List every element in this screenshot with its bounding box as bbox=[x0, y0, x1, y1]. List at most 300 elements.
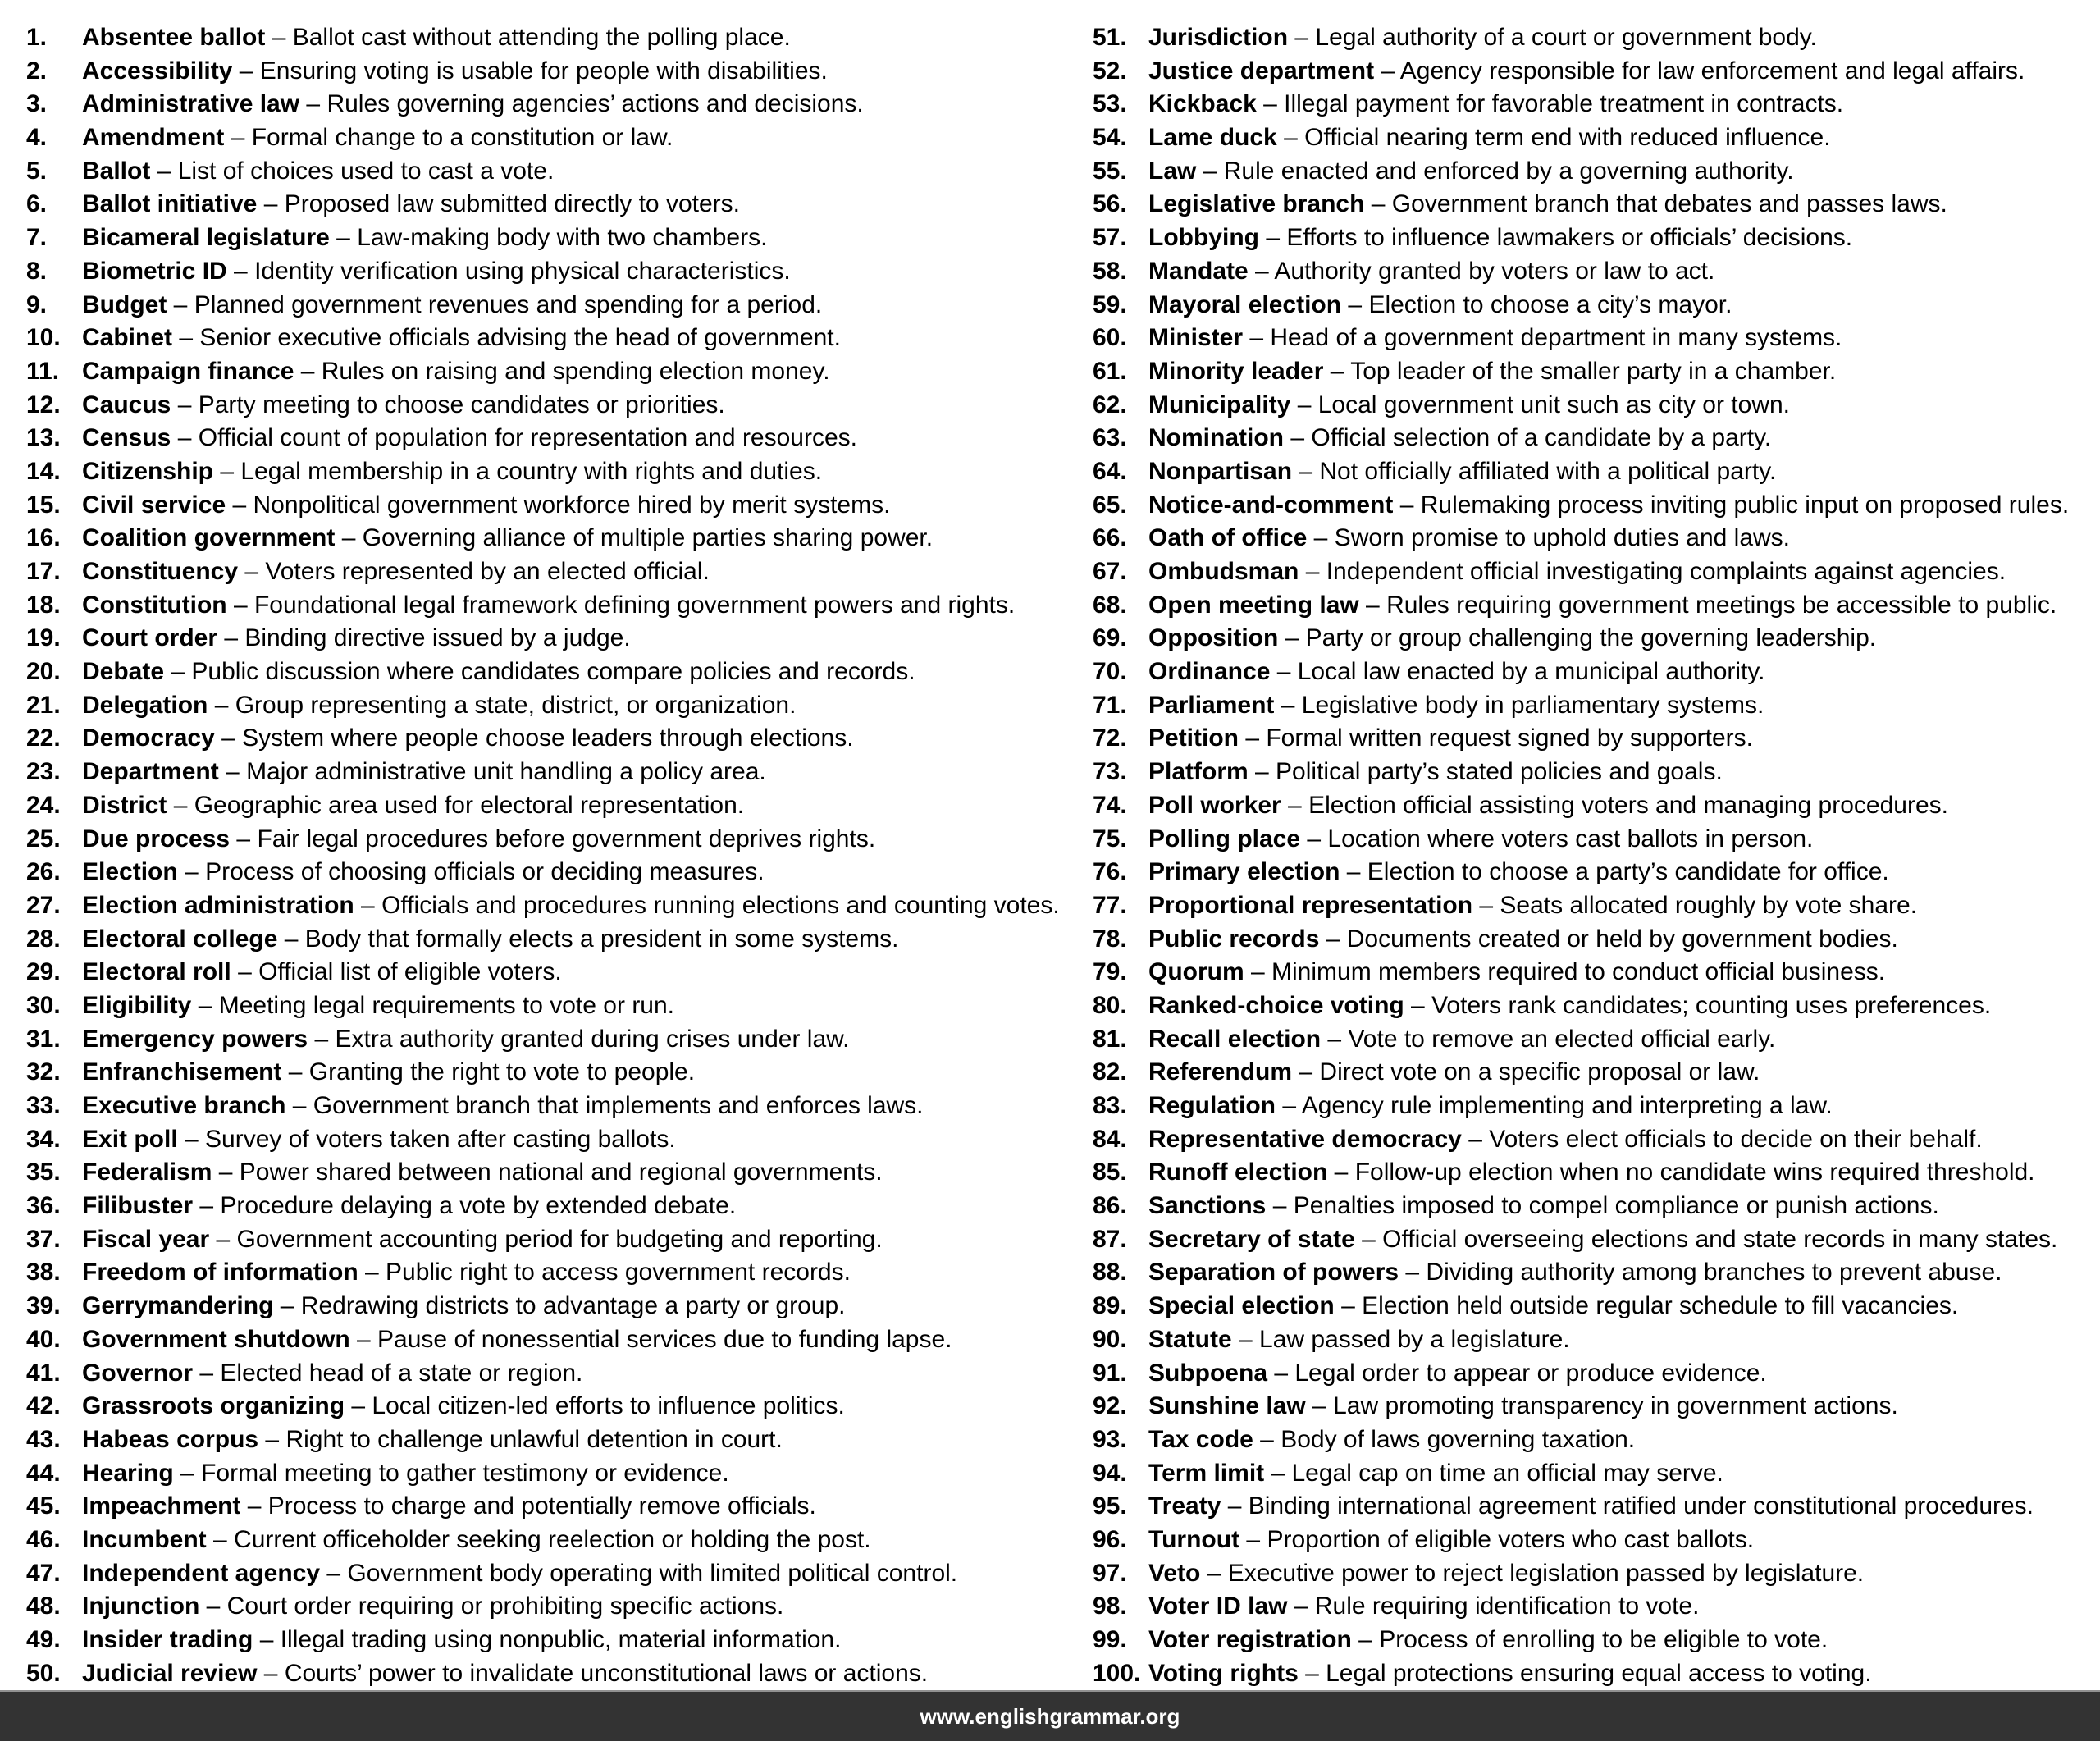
item-definition: System where people choose leaders through elections. bbox=[242, 724, 854, 752]
item-term: Gerrymandering bbox=[82, 1292, 274, 1320]
list-item bbox=[26, 455, 1093, 489]
item-term: Ranked-choice voting bbox=[1148, 991, 1404, 1019]
item-number: 94. bbox=[1093, 1459, 1127, 1487]
item-definition: Illegal payment for favorable treatment in contracts. bbox=[1284, 90, 1844, 118]
item-number: 56. bbox=[1093, 190, 1127, 218]
item-number: 67. bbox=[1093, 558, 1127, 585]
item-definition: Official list of eligible voters. bbox=[258, 958, 562, 986]
item-term: Quorum bbox=[1148, 958, 1244, 986]
list-item bbox=[26, 322, 1093, 355]
item-definition: Top leader of the smaller party in a chamber. bbox=[1350, 357, 1837, 385]
item-term: Sanctions bbox=[1148, 1192, 1267, 1220]
item-number: 14. bbox=[26, 457, 61, 485]
item-term: Injunction bbox=[82, 1592, 200, 1620]
item-term: Law bbox=[1148, 157, 1197, 185]
list-item bbox=[26, 1123, 1093, 1157]
list-item bbox=[26, 121, 1093, 155]
list-item bbox=[1093, 1190, 2100, 1223]
item-definition: Formal meeting to gather testimony or evidence. bbox=[201, 1459, 729, 1487]
item-term: Treaty bbox=[1148, 1492, 1221, 1520]
item-term: Bicameral legislature bbox=[82, 224, 330, 252]
item-term: Campaign finance bbox=[82, 357, 294, 385]
item-number: 39. bbox=[26, 1292, 61, 1320]
item-number: 98. bbox=[1093, 1592, 1127, 1620]
list-item bbox=[26, 1223, 1093, 1257]
item-term: Coalition government bbox=[82, 524, 336, 552]
item-text: Turnout – Proportion of eligible voters who cast ballots. bbox=[1148, 1525, 1755, 1553]
list-item bbox=[1093, 1524, 2100, 1557]
item-term: Enfranchisement bbox=[82, 1058, 282, 1086]
item-text: Insider trading – Illegal trading using nonpublic, material information. bbox=[82, 1626, 842, 1653]
item-definition: Independent official investigating complaints against agencies. bbox=[1326, 558, 2006, 585]
item-text: Constitution – Foundational legal framework defining government powers and rights. bbox=[82, 591, 1016, 619]
item-definition: Proposed law submitted directly to voters. bbox=[284, 190, 740, 218]
list-item bbox=[26, 1557, 1093, 1591]
list-item bbox=[1093, 756, 2100, 789]
item-term: Representative democracy bbox=[1148, 1125, 1462, 1153]
item-number: 36. bbox=[26, 1192, 61, 1220]
item-text: Electoral college – Body that formally elects a president in some systems. bbox=[82, 925, 899, 953]
list-item bbox=[26, 1323, 1093, 1357]
list-item bbox=[1093, 823, 2100, 857]
item-text: Voter ID law – Rule requiring identification to vote. bbox=[1148, 1592, 1700, 1620]
item-definition: Process to charge and potentially remove officials. bbox=[267, 1492, 816, 1520]
list-item bbox=[26, 1490, 1093, 1524]
item-number: 82. bbox=[1093, 1058, 1127, 1086]
item-definition: Official count of population for representation and resources. bbox=[198, 424, 857, 452]
item-definition: Political party’s stated policies and goals. bbox=[1276, 758, 1723, 786]
item-number: 8. bbox=[26, 257, 48, 285]
item-term: Legislative branch bbox=[1148, 190, 1365, 218]
item-text: Mandate – Authority granted by voters or law to act. bbox=[1148, 257, 1715, 285]
item-definition: Officials and procedures running elections and counting votes. bbox=[381, 891, 1060, 919]
item-term: Caucus bbox=[82, 391, 171, 418]
item-text: Administrative law – Rules governing agencies’ actions and decisions. bbox=[82, 90, 864, 118]
item-text: Exit poll – Survey of voters taken after casting ballots. bbox=[82, 1125, 676, 1153]
item-definition: Rules governing agencies’ actions and decisions. bbox=[326, 90, 864, 118]
item-number: 92. bbox=[1093, 1392, 1127, 1420]
list-item bbox=[26, 1457, 1093, 1491]
item-text: Runoff election – Follow-up election when no candidate wins required threshold. bbox=[1148, 1158, 2035, 1186]
list-item bbox=[1093, 1290, 2100, 1323]
list-item bbox=[1093, 322, 2100, 355]
item-number: 73. bbox=[1093, 758, 1127, 786]
item-number: 26. bbox=[26, 858, 61, 886]
item-definition: Law passed by a legislature. bbox=[1259, 1325, 1570, 1353]
item-definition: Direct vote on a specific proposal or law. bbox=[1319, 1058, 1760, 1086]
item-text: Habeas corpus – Right to challenge unlawful detention in court. bbox=[82, 1425, 783, 1453]
list-item bbox=[26, 1590, 1093, 1624]
item-definition: Legal order to appear or produce evidence. bbox=[1294, 1359, 1767, 1387]
list-item bbox=[26, 656, 1093, 689]
item-text: Term limit – Legal cap on time an official may serve. bbox=[1148, 1459, 1723, 1487]
item-number: 87. bbox=[1093, 1225, 1127, 1253]
list-item bbox=[1093, 689, 2100, 723]
item-text: Ombudsman – Independent official investigating complaints against agencies. bbox=[1148, 558, 2006, 585]
item-number: 90. bbox=[1093, 1325, 1127, 1353]
list-item bbox=[26, 1657, 1093, 1691]
item-definition: Process of choosing officials or deciding measures. bbox=[205, 858, 765, 886]
item-term: Absentee ballot bbox=[82, 24, 266, 51]
list-item bbox=[26, 1624, 1093, 1657]
item-text: Filibuster – Procedure delaying a vote by extended debate. bbox=[82, 1192, 737, 1220]
item-number: 40. bbox=[26, 1325, 61, 1353]
item-term: Proportional representation bbox=[1148, 891, 1473, 919]
item-text: Hearing – Formal meeting to gather testimony or evidence. bbox=[82, 1459, 729, 1487]
item-term: Jurisdiction bbox=[1148, 24, 1289, 51]
item-number: 15. bbox=[26, 491, 61, 519]
item-text: Recall election – Vote to remove an elected official early. bbox=[1148, 1025, 1776, 1053]
item-number: 75. bbox=[1093, 825, 1127, 852]
item-definition: Courts’ power to invalidate unconstitutional laws or actions. bbox=[284, 1659, 929, 1687]
footer-bar bbox=[0, 1690, 2100, 1741]
list-item bbox=[26, 555, 1093, 589]
item-definition: Public discussion where candidates compare policies and records. bbox=[191, 658, 915, 686]
item-definition: Party meeting to choose candidates or priorities. bbox=[198, 391, 725, 418]
item-text: Fiscal year – Government accounting period for budgeting and reporting. bbox=[82, 1225, 883, 1253]
item-number: 95. bbox=[1093, 1492, 1127, 1520]
list-item bbox=[1093, 255, 2100, 289]
item-number: 19. bbox=[26, 624, 61, 652]
item-definition: Rules on raising and spending election money. bbox=[321, 357, 830, 385]
item-term: Delegation bbox=[82, 691, 208, 719]
item-term: Ordinance bbox=[1148, 658, 1271, 686]
item-text: Campaign finance – Rules on raising and spending election money. bbox=[82, 357, 830, 385]
list-item bbox=[26, 889, 1093, 923]
item-text: Kickback – Illegal payment for favorable treatment in contracts. bbox=[1148, 90, 1844, 118]
item-text: Tax code – Body of laws governing taxation. bbox=[1148, 1425, 1636, 1453]
list-item bbox=[1093, 389, 2100, 423]
item-term: Budget bbox=[82, 290, 167, 318]
item-number: 84. bbox=[1093, 1125, 1127, 1153]
item-number: 64. bbox=[1093, 457, 1127, 485]
item-number: 78. bbox=[1093, 925, 1127, 953]
item-text: Primary election – Election to choose a party’s candidate for office. bbox=[1148, 858, 1889, 886]
item-number: 89. bbox=[1093, 1292, 1127, 1320]
item-text: Law – Rule enacted and enforced by a governing authority. bbox=[1148, 157, 1794, 185]
item-term: Administrative law bbox=[82, 90, 300, 118]
item-text: Coalition government – Governing alliance of multiple parties sharing power. bbox=[82, 524, 934, 552]
item-number: 62. bbox=[1093, 391, 1127, 418]
item-term: Separation of powers bbox=[1148, 1259, 1399, 1286]
item-definition: Legal membership in a country with rights and duties. bbox=[240, 457, 823, 485]
item-definition: Group representing a state, district, or organization. bbox=[235, 691, 797, 719]
item-definition: Dividing authority among branches to prevent abuse. bbox=[1426, 1259, 2002, 1286]
item-definition: Sworn promise to uphold duties and laws. bbox=[1334, 524, 1791, 552]
item-term: Impeachment bbox=[82, 1492, 241, 1520]
item-number: 35. bbox=[26, 1158, 61, 1186]
item-number: 6. bbox=[26, 190, 48, 218]
item-number: 30. bbox=[26, 991, 61, 1019]
item-text: Cabinet – Senior executive officials advising the head of government. bbox=[82, 324, 841, 352]
item-term: Special election bbox=[1148, 1292, 1335, 1320]
item-text: Lobbying – Efforts to influence lawmakers or officials’ decisions. bbox=[1148, 224, 1853, 252]
item-definition: Voters rank candidates; counting uses preferences. bbox=[1431, 991, 1992, 1019]
item-number: 54. bbox=[1093, 124, 1127, 152]
item-text: Proportional representation – Seats allocated roughly by vote share. bbox=[1148, 891, 1918, 919]
item-term: Federalism bbox=[82, 1158, 212, 1186]
item-definition: Election to choose a party’s candidate for office. bbox=[1367, 858, 1889, 886]
item-definition: Location where voters cast ballots in person. bbox=[1327, 825, 1814, 852]
item-definition: Ballot cast without attending the polling place. bbox=[292, 24, 791, 51]
item-number: 76. bbox=[1093, 858, 1127, 886]
item-number: 45. bbox=[26, 1492, 61, 1520]
list-item bbox=[1093, 155, 2100, 189]
item-text: Statute – Law passed by a legislature. bbox=[1148, 1325, 1570, 1353]
item-definition: Ensuring voting is usable for people with disabilities. bbox=[259, 57, 828, 85]
item-text: Gerrymandering – Redrawing districts to advantage a party or group. bbox=[82, 1292, 846, 1320]
list-item bbox=[1093, 1590, 2100, 1624]
item-term: Referendum bbox=[1148, 1058, 1293, 1086]
item-text: Petition – Formal written request signed by supporters. bbox=[1148, 724, 1753, 752]
item-number: 12. bbox=[26, 391, 61, 418]
item-number: 27. bbox=[26, 891, 61, 919]
item-definition: Party or group challenging the governing leadership. bbox=[1305, 624, 1877, 652]
item-number: 43. bbox=[26, 1425, 61, 1453]
item-text: Platform – Political party’s stated policies and goals. bbox=[1148, 758, 1723, 786]
list-item bbox=[26, 289, 1093, 322]
item-number: 13. bbox=[26, 424, 61, 452]
list-item bbox=[1093, 522, 2100, 555]
item-text: Veto – Executive power to reject legislation passed by legislature. bbox=[1148, 1559, 1865, 1587]
list-item bbox=[26, 1256, 1093, 1290]
item-term: Voter ID law bbox=[1148, 1592, 1288, 1620]
item-definition: Government branch that implements and enforces laws. bbox=[313, 1092, 924, 1119]
item-definition: Body of laws governing taxation. bbox=[1281, 1425, 1636, 1453]
item-text: Opposition – Party or group challenging the governing leadership. bbox=[1148, 624, 1877, 652]
item-definition: Government accounting period for budgeting and reporting. bbox=[236, 1225, 883, 1253]
item-number: 63. bbox=[1093, 424, 1127, 452]
item-definition: Head of a government department in many systems. bbox=[1270, 324, 1842, 352]
item-number: 70. bbox=[1093, 658, 1127, 686]
item-definition: Meeting legal requirements to vote or run. bbox=[218, 991, 675, 1019]
list-item bbox=[26, 1357, 1093, 1391]
item-term: Term limit bbox=[1148, 1459, 1265, 1487]
list-item bbox=[1093, 489, 2100, 523]
item-term: Independent agency bbox=[82, 1559, 321, 1587]
item-term: Subpoena bbox=[1148, 1359, 1268, 1387]
item-definition: Documents created or held by government bodies. bbox=[1346, 925, 1898, 953]
item-text: Budget – Planned government revenues and spending for a period. bbox=[82, 290, 823, 318]
item-number: 42. bbox=[26, 1392, 61, 1420]
item-text: Ordinance – Local law enacted by a municipal authority. bbox=[1148, 658, 1765, 686]
list-item bbox=[1093, 1624, 2100, 1657]
item-text: Justice department – Agency responsible for law enforcement and legal affairs. bbox=[1148, 57, 2025, 85]
list-item bbox=[1093, 656, 2100, 689]
list-item bbox=[26, 989, 1093, 1023]
item-number: 37. bbox=[26, 1225, 61, 1253]
list-item bbox=[26, 756, 1093, 789]
item-definition: Election to choose a city’s mayor. bbox=[1368, 290, 1732, 318]
item-definition: Court order requiring or prohibiting specific actions. bbox=[226, 1592, 784, 1620]
item-number: 51. bbox=[1093, 24, 1127, 51]
list-item bbox=[26, 1023, 1093, 1057]
item-number: 50. bbox=[26, 1659, 61, 1687]
item-definition: Minimum members required to conduct official business. bbox=[1271, 958, 1886, 986]
item-text: Mayoral election – Election to choose a city’s mayor. bbox=[1148, 290, 1732, 318]
list-item bbox=[1093, 1357, 2100, 1391]
list-item bbox=[1093, 889, 2100, 923]
item-number: 66. bbox=[1093, 524, 1127, 552]
list-item bbox=[1093, 222, 2100, 255]
list-item bbox=[1093, 555, 2100, 589]
item-text: Caucus – Party meeting to choose candidates or priorities. bbox=[82, 391, 725, 418]
item-definition: Nonpolitical government workforce hired by merit systems. bbox=[253, 491, 891, 519]
list-item bbox=[1093, 55, 2100, 89]
list-item bbox=[26, 222, 1093, 255]
list-item bbox=[1093, 1223, 2100, 1257]
item-text: Sanctions – Penalties imposed to compel compliance or punish actions. bbox=[1148, 1192, 1939, 1220]
item-number: 23. bbox=[26, 758, 61, 786]
item-definition: Process of enrolling to be eligible to vote. bbox=[1379, 1626, 1828, 1653]
item-number: 85. bbox=[1093, 1158, 1127, 1186]
list-item bbox=[1093, 1390, 2100, 1423]
item-definition: Illegal trading using nonpublic, material information. bbox=[280, 1626, 842, 1653]
item-number: 91. bbox=[1093, 1359, 1127, 1387]
item-text: Absentee ballot – Ballot cast without attending the polling place. bbox=[82, 24, 791, 51]
item-text: Ranked-choice voting – Voters rank candidates; counting uses preferences. bbox=[1148, 991, 1992, 1019]
item-text: Constituency – Voters represented by an elected official. bbox=[82, 558, 710, 585]
item-text: Referendum – Direct vote on a specific proposal or law. bbox=[1148, 1058, 1760, 1086]
item-text: Governor – Elected head of a state or region. bbox=[82, 1359, 583, 1387]
item-term: Lobbying bbox=[1148, 224, 1259, 252]
item-text: Accessibility – Ensuring voting is usable for people with disabilities. bbox=[82, 57, 828, 85]
item-term: Sunshine law bbox=[1148, 1392, 1306, 1420]
item-definition: Agency rule implementing and interpreting a law. bbox=[1301, 1092, 1833, 1119]
item-number: 31. bbox=[26, 1025, 61, 1053]
item-text: Executive branch – Government branch that implements and enforces laws. bbox=[82, 1092, 924, 1119]
item-text: Incumbent – Current officeholder seeking reelection or holding the post. bbox=[82, 1525, 871, 1553]
item-term: Cabinet bbox=[82, 324, 173, 352]
item-number: 55. bbox=[1093, 157, 1127, 185]
item-text: Sunshine law – Law promoting transparency in government actions. bbox=[1148, 1392, 1898, 1420]
item-term: Statute bbox=[1148, 1325, 1232, 1353]
list-item bbox=[1093, 722, 2100, 756]
item-text: District – Geographic area used for electoral representation. bbox=[82, 791, 745, 819]
item-term: Electoral college bbox=[82, 925, 278, 953]
item-definition: Local law enacted by a municipal authority. bbox=[1297, 658, 1765, 686]
item-definition: Official overseeing elections and state records in many states. bbox=[1382, 1225, 2058, 1253]
item-term: Municipality bbox=[1148, 391, 1291, 418]
item-text: Debate – Public discussion where candidates compare policies and records. bbox=[82, 658, 915, 686]
list-item bbox=[26, 255, 1093, 289]
item-definition: Public right to access government records. bbox=[386, 1259, 851, 1286]
item-definition: Election held outside regular schedule to fill vacancies. bbox=[1362, 1292, 1959, 1320]
item-text: Eligibility – Meeting legal requirements to vote or run. bbox=[82, 991, 675, 1019]
item-definition: Rulemaking process inviting public input on proposed rules. bbox=[1420, 491, 2070, 519]
item-number: 49. bbox=[26, 1626, 61, 1653]
list-item bbox=[26, 355, 1093, 389]
item-number: 60. bbox=[1093, 324, 1127, 352]
item-number: 16. bbox=[26, 524, 61, 552]
item-number: 7. bbox=[26, 224, 48, 252]
item-term: Voting rights bbox=[1148, 1659, 1299, 1687]
item-definition: List of choices used to cast a vote. bbox=[177, 157, 555, 185]
item-number: 9. bbox=[26, 290, 48, 318]
item-term: Veto bbox=[1148, 1559, 1201, 1587]
item-text: Civil service – Nonpolitical government workforce hired by merit systems. bbox=[82, 491, 891, 519]
item-number: 3. bbox=[26, 90, 48, 118]
list-item bbox=[26, 1056, 1093, 1090]
item-number: 81. bbox=[1093, 1025, 1127, 1053]
item-definition: Proportion of eligible voters who cast ballots. bbox=[1267, 1525, 1755, 1553]
item-definition: Right to challenge unlawful detention in court. bbox=[285, 1425, 783, 1453]
item-text: Federalism – Power shared between national and regional governments. bbox=[82, 1158, 883, 1186]
list-item bbox=[26, 923, 1093, 957]
item-definition: Formal written request signed by supporters. bbox=[1266, 724, 1753, 752]
item-definition: Procedure delaying a vote by extended debate. bbox=[220, 1192, 737, 1220]
item-text: Impeachment – Process to charge and potentially remove officials. bbox=[82, 1492, 816, 1520]
item-text: Government shutdown – Pause of nonessential services due to funding lapse. bbox=[82, 1325, 952, 1353]
item-text: Lame duck – Official nearing term end with reduced influence. bbox=[1148, 124, 1831, 152]
item-number: 22. bbox=[26, 724, 61, 752]
item-definition: Power shared between national and regional governments. bbox=[239, 1158, 883, 1186]
item-number: 99. bbox=[1093, 1626, 1127, 1653]
item-text: Judicial review – Courts’ power to invalidate unconstitutional laws or actions. bbox=[82, 1659, 929, 1687]
item-text: Public records – Documents created or held by government bodies. bbox=[1148, 925, 1898, 953]
item-definition: Voters represented by an elected official. bbox=[265, 558, 710, 585]
item-definition: Voters elect officials to decide on their behalf. bbox=[1489, 1125, 1983, 1153]
item-definition: Binding international agreement ratified under constitutional procedures. bbox=[1248, 1492, 2034, 1520]
list-item bbox=[26, 1290, 1093, 1323]
item-term: Grassroots organizing bbox=[82, 1392, 345, 1420]
item-definition: Current officeholder seeking reelection or holding the post. bbox=[234, 1525, 871, 1553]
item-number: 86. bbox=[1093, 1192, 1127, 1220]
list-item bbox=[26, 21, 1093, 55]
item-definition: Seats allocated roughly by vote share. bbox=[1500, 891, 1918, 919]
item-text: Independent agency – Government body operating with limited political control. bbox=[82, 1559, 958, 1587]
list-item bbox=[1093, 622, 2100, 656]
item-text: Voter registration – Process of enrolling to be eligible to vote. bbox=[1148, 1626, 1828, 1653]
item-number: 24. bbox=[26, 791, 61, 819]
item-definition: Foundational legal framework defining government powers and rights. bbox=[253, 591, 1016, 619]
list-item bbox=[26, 522, 1093, 555]
list-item bbox=[26, 722, 1093, 756]
item-number: 5. bbox=[26, 157, 48, 185]
item-text: Election administration – Officials and procedures running elections and counting votes. bbox=[82, 891, 1060, 919]
item-definition: Official selection of a candidate by a party. bbox=[1311, 424, 1772, 452]
item-number: 20. bbox=[26, 658, 61, 686]
list-item bbox=[1093, 355, 2100, 389]
list-item bbox=[1093, 1090, 2100, 1123]
item-term: Citizenship bbox=[82, 457, 214, 485]
item-text: Treaty – Binding international agreement ratified under constitutional procedures. bbox=[1148, 1492, 2034, 1520]
item-definition: Rules requiring government meetings be accessible to public. bbox=[1386, 591, 2057, 619]
item-text: Regulation – Agency rule implementing and interpreting a law. bbox=[1148, 1092, 1833, 1119]
item-number: 47. bbox=[26, 1559, 61, 1587]
item-number: 21. bbox=[26, 691, 61, 719]
item-definition: Rule requiring identification to vote. bbox=[1314, 1592, 1700, 1620]
item-text: Separation of powers – Dividing authority among branches to prevent abuse. bbox=[1148, 1259, 2002, 1286]
list-item bbox=[26, 389, 1093, 423]
item-definition: Government branch that debates and passes laws. bbox=[1391, 190, 1947, 218]
item-term: Minority leader bbox=[1148, 357, 1324, 385]
item-definition: Election official assisting voters and managing procedures. bbox=[1308, 791, 1948, 819]
list-item bbox=[26, 1090, 1093, 1123]
item-number: 1. bbox=[26, 24, 48, 51]
item-text: Enfranchisement – Granting the right to vote to people. bbox=[82, 1058, 696, 1086]
list-item bbox=[1093, 589, 2100, 623]
item-definition: Planned government revenues and spending for a period. bbox=[194, 290, 823, 318]
item-term: Judicial review bbox=[82, 1659, 258, 1687]
item-definition: Survey of voters taken after casting ballots. bbox=[205, 1125, 676, 1153]
item-number: 38. bbox=[26, 1259, 61, 1286]
item-number: 10. bbox=[26, 324, 61, 352]
item-term: Constituency bbox=[82, 558, 239, 585]
item-text: Emergency powers – Extra authority granted during crises under law. bbox=[82, 1025, 850, 1053]
item-text: Notice-and-comment – Rulemaking process inviting public input on proposed rules. bbox=[1148, 491, 2070, 519]
list-item bbox=[26, 1190, 1093, 1223]
